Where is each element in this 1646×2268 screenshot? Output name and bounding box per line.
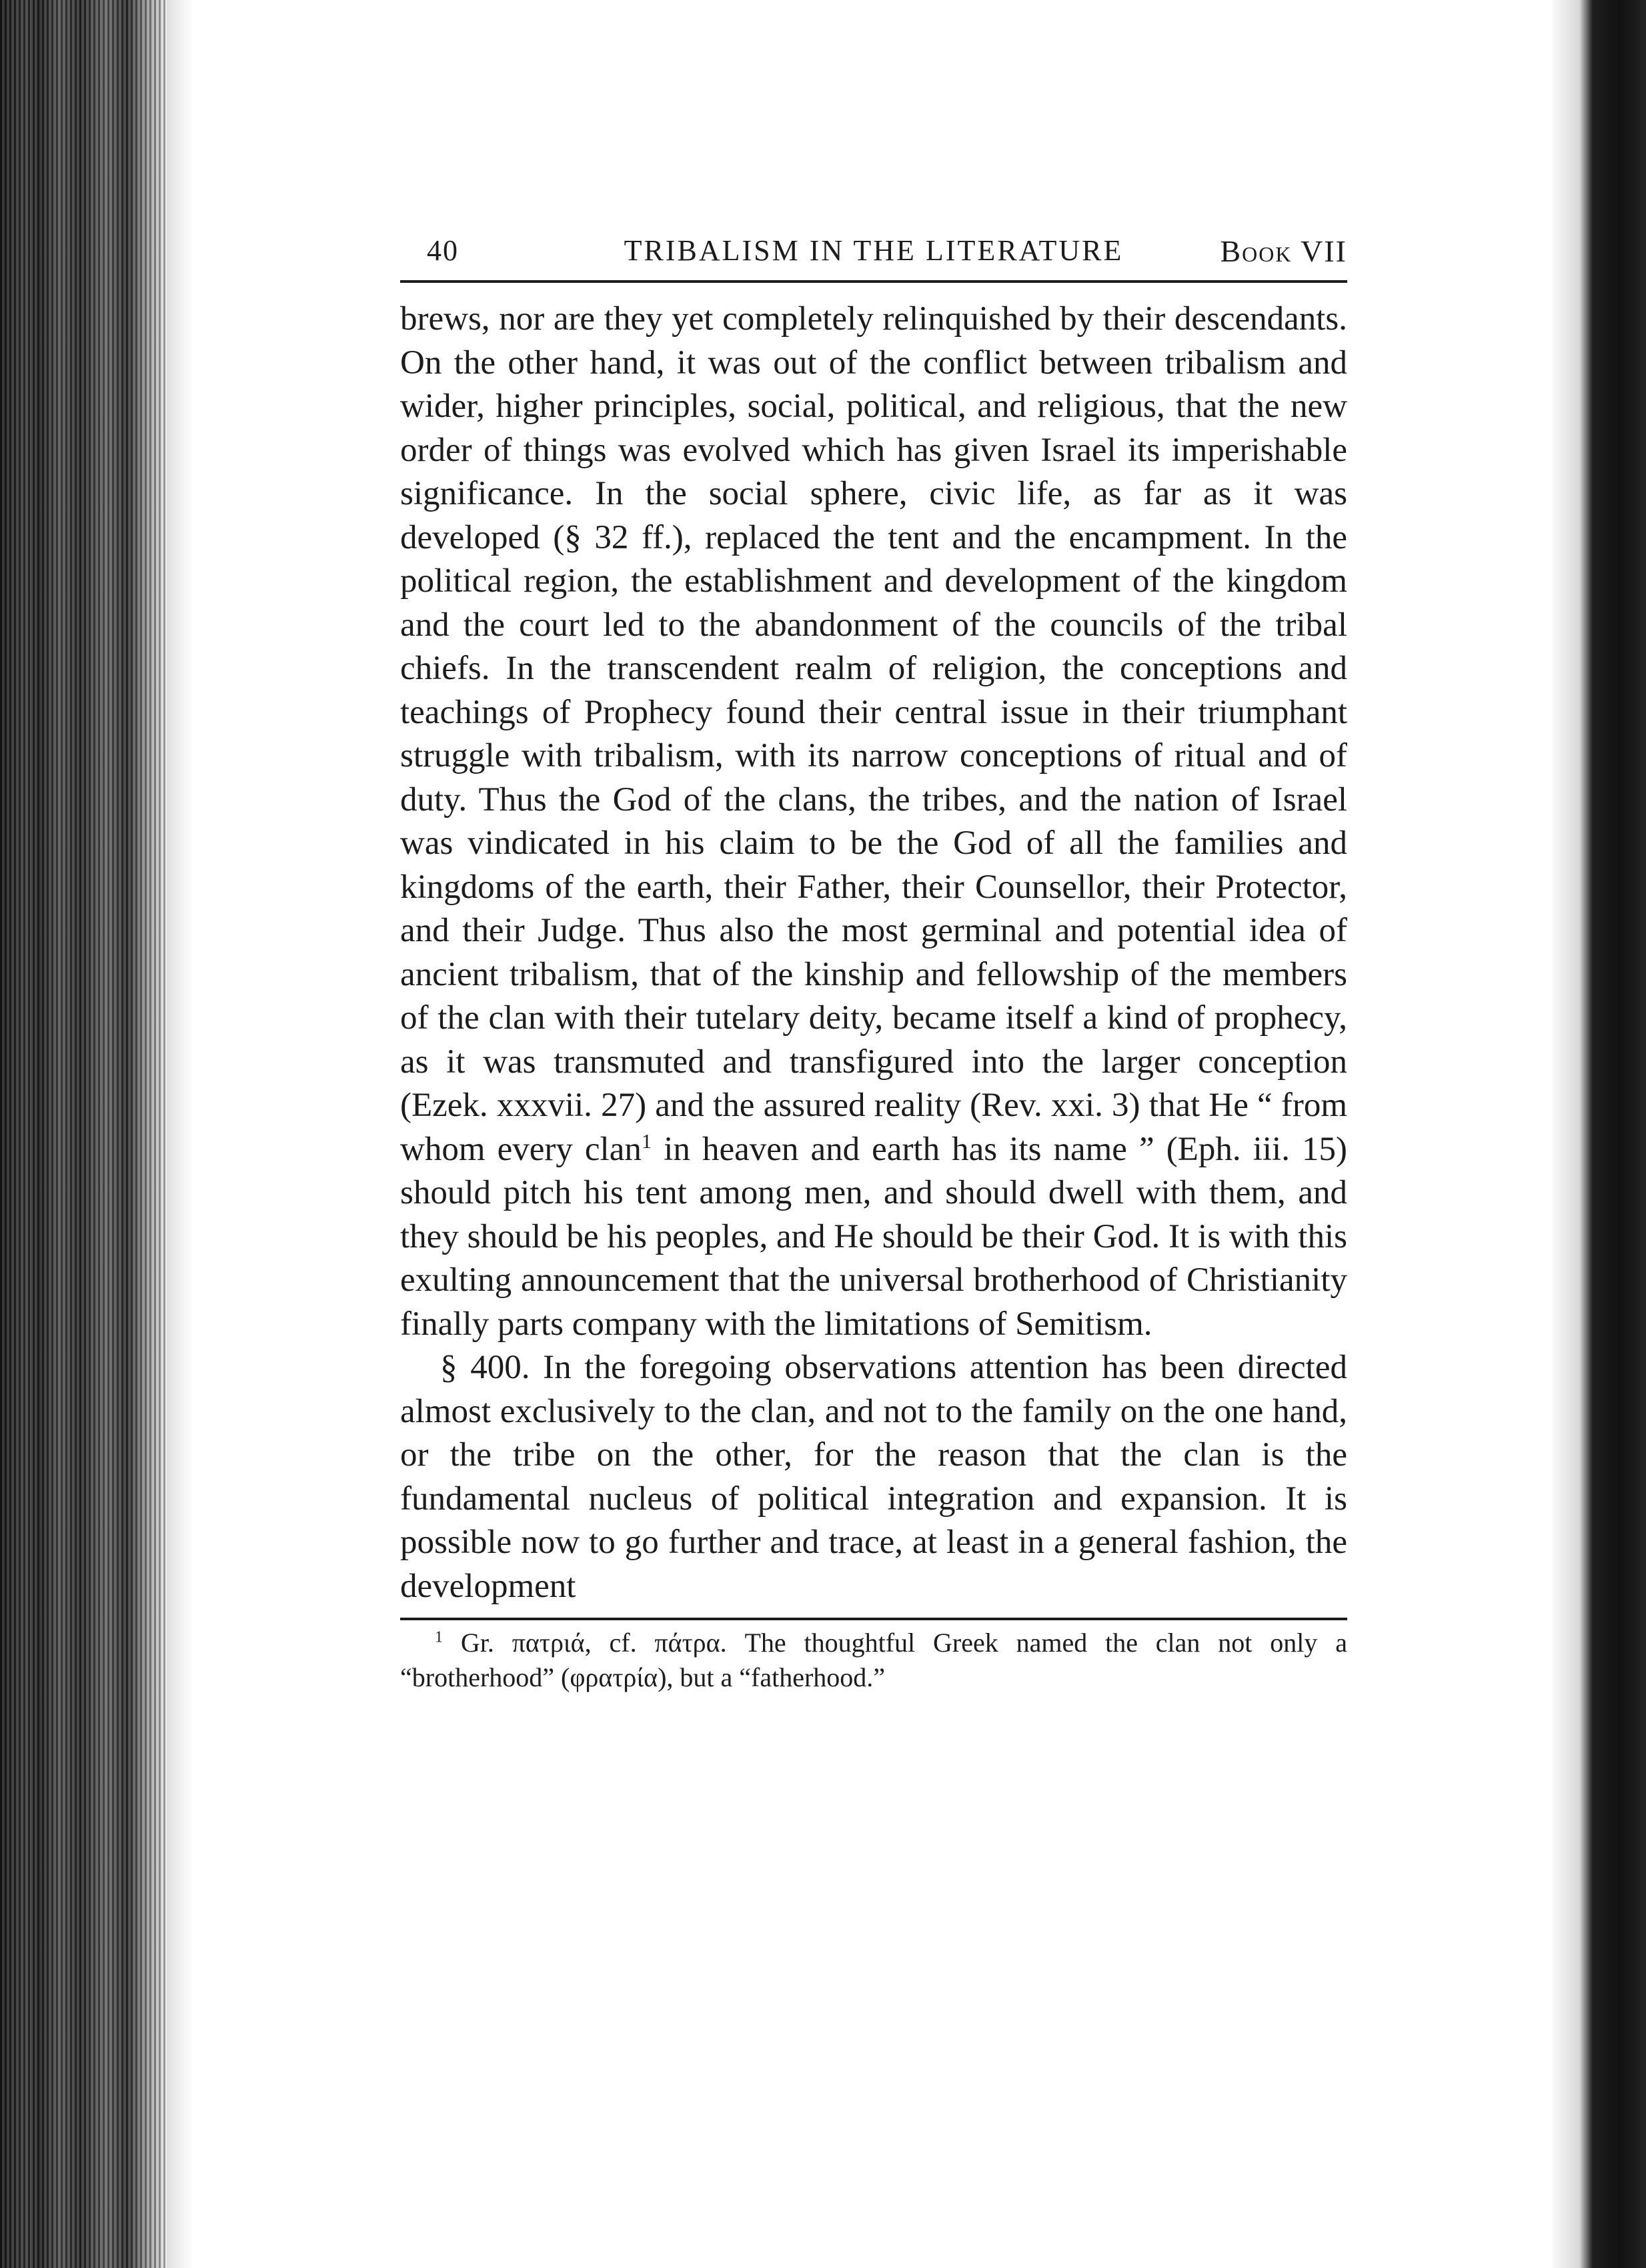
running-head [400, 227, 1347, 283]
footnote [400, 1626, 1347, 1695]
footnote-rule [400, 1618, 1347, 1620]
book-spine-edge [0, 0, 167, 2268]
paragraph [400, 298, 1347, 1346]
running-title: TRIBALISM IN THE LITERATURE [624, 234, 1124, 267]
footnote-text: Gr. πατριά, cf. πάτρα. The thoughtful Greek named the clan not only a “brotherhood” (φρατρία), but a “fatherhood.” [400, 1628, 1347, 1692]
paragraph-section-400: § 400. In the foregoing observations attention has been directed almost exclusively to the clan, and not to the family on the one hand, or the tribe on the other, for the reason that the clan is the fundamental nucleus of political integration and expansion. It is possible now to go further and trace, at least in a general fashion, the development [400, 1349, 1347, 1605]
paragraph-text: in heaven and earth has its name ” (Eph. iii. 15) should pitch his tent among men, and should dwell with them, and they should be his peoples, and He should be their God. It is with this exulting announcement that the universal brotherhood of Christianity finally parts company with the limitations of Semitism. [400, 1130, 1348, 1343]
facing-page-edge [1553, 0, 1646, 2268]
book-page [400, 227, 1347, 1695]
page-number: 40 [427, 234, 459, 267]
body-text [400, 298, 1347, 1608]
footnote-reference: 1 [641, 1129, 652, 1153]
page-gutter-shadow [167, 0, 193, 2268]
book-label: Book VII [1220, 234, 1347, 268]
footnote-marker: 1 [435, 1628, 443, 1646]
paragraph-text: brews, nor are they yet completely relinquished by their descendants. On the other hand, it was out of the conflict between tribalism and wider, higher principles, social, political, and religious, that the new order of things was evolved which has given Israel its imperishable significance. In the social sphere, civic life, as far as it was developed (§ 32 ff.), replaced the tent and the encampment. In the political region, the establishment and development of the kingdom and the court led to the abandonment of the councils of the tribal chiefs. In the transcendent realm of religion, the conceptions and teachings of Prophecy found their central issue in their triumphant struggle with tribalism, with its narrow conceptions of ritual and of duty. Thus the God of the clans, the tribes, and the nation of Israel was vindicated in his claim to be the God of all the families and kingdoms of the earth, their Father, their Counsellor, their Protector, and their Judge. Thus also the most germinal and potential idea of ancient tribalism, that of the kinship and fellowship of the members of the clan with their tutelary deity, became itself a kind of prophecy, as it was transmuted and transfigured into the larger conception (Ezek. xxxvii. 27) and the assured reality (Rev. xxi. 3) that He “ from whom every clan [400, 300, 1347, 1168]
